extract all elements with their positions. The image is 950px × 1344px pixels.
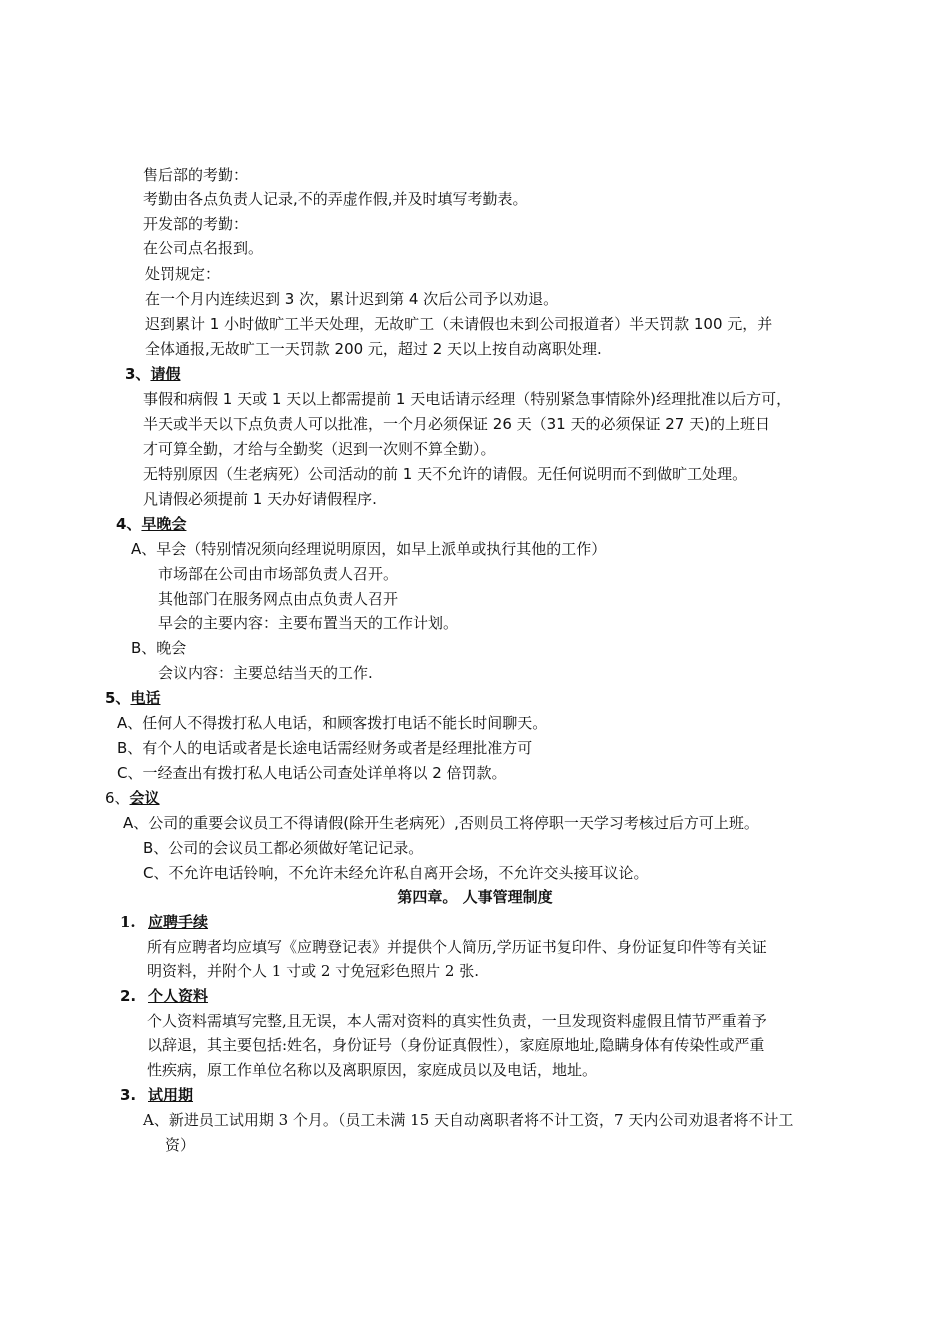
morning-meeting-line-2: 其他部门在服务网点由点负责人召开 (158, 590, 399, 608)
section-title: 早晚会 (141, 515, 187, 533)
dev-heading: 开发部的考勤： (143, 215, 249, 233)
penalty-line-1: 在一个月内连续迟到 3 次，累计迟到第 4 次后公司予以劝退。 (145, 290, 559, 308)
evening-meeting-line-1: 会议内容：主要总结当天的工作. (158, 664, 373, 682)
section-conference-heading (105, 788, 160, 808)
section-meetings-heading (116, 514, 186, 534)
probation-line-1: A、新进员工试用期 3 个月。（员工未满 15 天自动离职者将不计工资，7 天内公司劝退者将不计工 (143, 1111, 794, 1129)
section-probation-heading (120, 1085, 193, 1105)
morning-meeting-line-3: 早会的主要内容：主要布置当天的工作计划。 (158, 614, 459, 632)
conference-rule-c: C、不允许电话铃响，不允许未经允许私自离开会场，不允许交头接耳议论。 (143, 864, 649, 882)
probation-line-2: 资） (165, 1136, 196, 1154)
phone-rule-b: B、有个人的电话或者是长途电话需经财务或者是经理批准方可 (117, 739, 533, 757)
dev-text: 在公司点名报到。 (143, 239, 264, 257)
after-sales-text: 考勤由各点负责人记录,不的弄虚作假,并及时填写考勤表。 (143, 190, 528, 208)
conference-rule-b: B、公司的会议员工都必须做好笔记记录。 (143, 839, 424, 857)
personal-line-3: 性疾病，原工作单位名称以及离职原因，家庭成员以及电话，地址。 (147, 1061, 598, 1079)
section-title: 电话 (130, 689, 161, 707)
section-number: 1. (120, 913, 136, 931)
section-title: 个人资料 (148, 987, 209, 1005)
section-number: 3、 (125, 365, 151, 383)
section-title: 请假 (150, 365, 181, 383)
leave-line-1: 事假和病假 1 天或 1 天以上都需提前 1 天电话请示经理（特别紧急事情除外)经理批准以后方可， (143, 390, 792, 408)
section-number: 3. (120, 1086, 137, 1104)
section-title: 会议 (129, 789, 160, 807)
chapter-title: 第四章。 人事管理制度 (397, 888, 553, 906)
phone-rule-c: C、一经查出有拨打私人电话公司查处详单将以 2 倍罚款。 (117, 764, 507, 782)
section-number: 5、 (105, 689, 131, 707)
section-hiring-heading (120, 912, 208, 932)
section-number: 2. (120, 987, 137, 1005)
conference-rule-a: A、公司的重要会议员工不得请假(除开生老病死）,否则员工将停职一天学习考核过后方可上班。 (123, 814, 759, 832)
section-title: 试用期 (148, 1086, 194, 1104)
leave-line-4: 无特别原因（生老病死）公司活动的前 1 天不允许的请假。无任何说明而不到做旷工处理。 (143, 465, 748, 483)
evening-meeting-item: B、晚会 (131, 639, 187, 657)
after-sales-heading: 售后部的考勤： (143, 166, 249, 184)
penalty-line-2: 迟到累计 1 小时做旷工半天处理，无故旷工（未请假也未到公司报道者）半天罚款 100 元，并 (145, 315, 773, 333)
section-title: 应聘手续 (148, 913, 209, 931)
leave-line-2: 半天或半天以下点负责人可以批准，一个月必须保证 26 天（31 天的必须保证 27 天)的上班日 (143, 415, 770, 433)
personal-line-2: 以辞退，其主要包括:姓名，身份证号（身份证真假性），家庭原地址,隐瞒身体有传染性或严重 (147, 1036, 765, 1054)
section-leave-heading (125, 364, 180, 384)
leave-line-3: 才可算全勤，才给与全勤奖（迟到一次则不算全勤）。 (143, 440, 496, 458)
hiring-line-1: 所有应聘者均应填写《应聘登记表》并提供个人简历,学历证书复印件、身份证复印件等有关证 (147, 938, 767, 956)
section-number: 6、 (105, 789, 130, 807)
section-phone-heading (105, 688, 160, 708)
morning-meeting-line-1: 市场部在公司由市场部负责人召开。 (158, 565, 399, 583)
hiring-line-2: 明资料，并附个人 1 寸或 2 寸免冠彩色照片 2 张. (147, 962, 480, 980)
section-personal-heading (120, 986, 208, 1006)
personal-line-1: 个人资料需填写完整,且无误，本人需对资料的真实性负责，一旦发现资料虚假且情节严重着予 (147, 1012, 767, 1030)
section-number: 4、 (116, 515, 142, 533)
phone-rule-a: A、任何人不得拨打私人电话，和顾客拨打电话不能长时间聊天。 (117, 714, 548, 732)
penalty-line-3: 全体通报,无故旷工一天罚款 200 元，超过 2 天以上按自动离职处理. (145, 340, 602, 358)
leave-line-5: 凡请假必须提前 1 天办好请假程序. (143, 490, 377, 508)
morning-meeting-item: A、早会（特别情况须向经理说明原因，如早上派单或执行其他的工作） (131, 540, 607, 558)
penalty-heading: 处罚规定： (145, 265, 221, 283)
